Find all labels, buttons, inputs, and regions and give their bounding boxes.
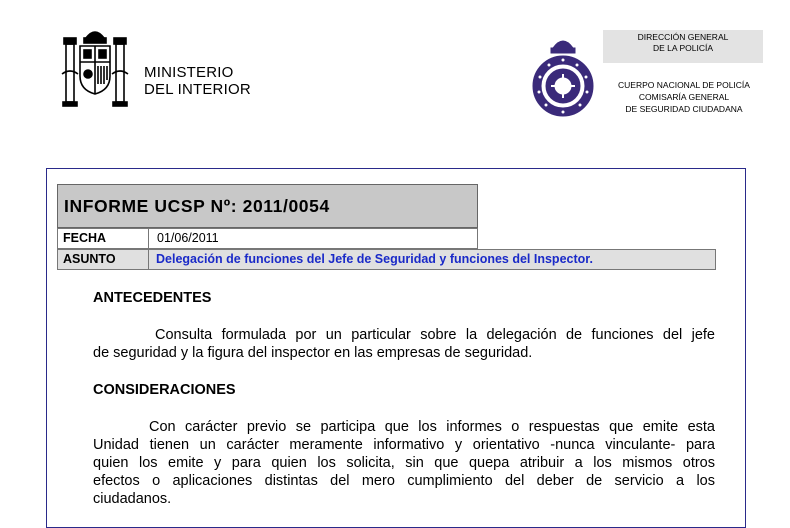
spain-coat-of-arms-logo: [60, 24, 130, 108]
dg-line-2: DE LA POLICÍA: [653, 43, 713, 53]
consideraciones-line: Unidad tienen un carácter meramente informativo y orientativo -nunca vinculante- para: [93, 437, 715, 453]
asunto-label: ASUNTO: [57, 249, 148, 270]
cnp-line-1: CUERPO NACIONAL DE POLICÍA: [618, 80, 750, 90]
direccion-general-box: [603, 30, 763, 63]
ministry-line-1: MINISTERIO: [144, 64, 234, 81]
dg-line-1: DIRECCIÓN GENERAL: [637, 32, 729, 42]
fecha-value: 01/06/2011: [148, 228, 478, 249]
consideraciones-line: efectos o aplicaciones distintas del mero cumplimiento del deber de servicio a los: [93, 473, 715, 489]
antecedentes-heading: ANTECEDENTES: [93, 290, 212, 306]
consideraciones-line: ciudadanos.: [93, 491, 172, 507]
antecedentes-line: de seguridad y la figura del inspector en las empresas de seguridad.: [93, 345, 533, 361]
antecedentes-line: Consulta formulada por un particular sobre la delegación de funciones del jefe: [155, 327, 715, 343]
fecha-label: FECHA: [57, 228, 148, 249]
cnp-line-3: DE SEGURIDAD CIUDADANA: [625, 104, 743, 114]
antecedentes-paragraph: [93, 326, 715, 362]
report-title: INFORME UCSP Nº: 2011/0054: [57, 184, 478, 228]
police-seal-logo: [531, 34, 595, 120]
cnp-line-2: COMISARÍA GENERAL: [638, 92, 730, 102]
consideraciones-heading: CONSIDERACIONES: [93, 382, 236, 398]
consideraciones-line: Con carácter previo se participa que los informes o respuestas que emite esta: [149, 419, 715, 435]
cuerpo-nacional-block: [605, 79, 763, 115]
asunto-value: Delegación de funciones del Jefe de Seguridad y funciones del Inspector.: [148, 249, 716, 270]
ministry-name: [144, 64, 251, 98]
ministry-line-2: DEL INTERIOR: [144, 81, 251, 98]
consideraciones-line: quien los emite y para quien los solicita, sin que quepa atribuir a los mismos otros: [93, 455, 715, 471]
consideraciones-paragraph: [93, 418, 715, 508]
